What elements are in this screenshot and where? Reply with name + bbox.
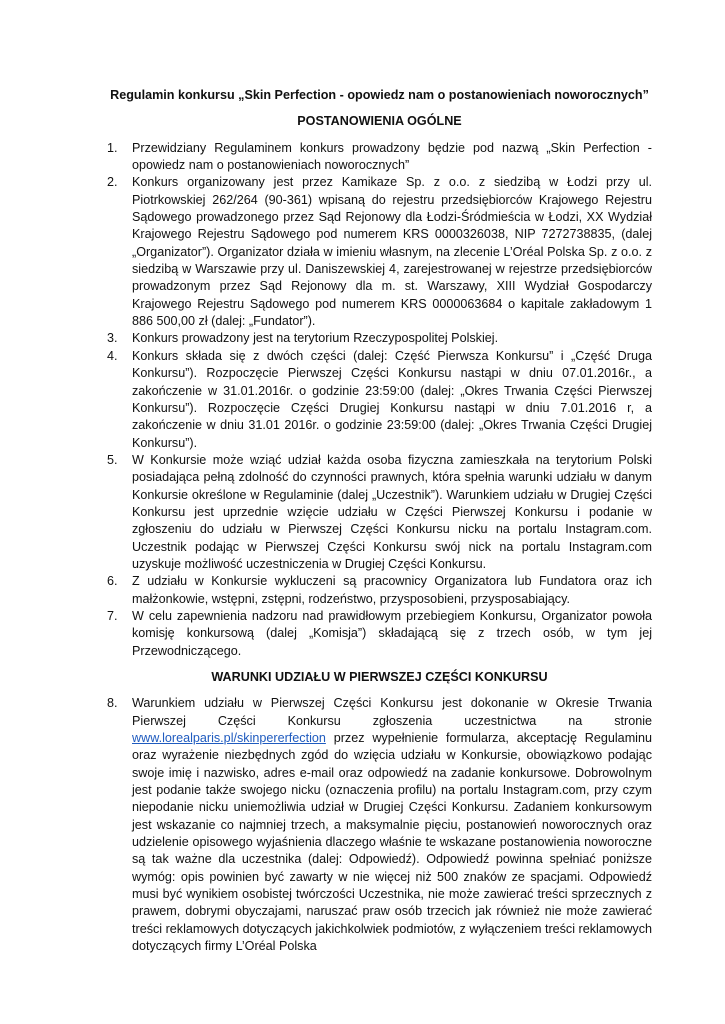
list-item xyxy=(107,140,652,175)
item-text-before: Warunkiem udziału w Pierwszej Części Konkursu jest dokonanie w Okresie Trwania Pierwszej Części Konkursu zgłoszenia uczestnictwa na stronie xyxy=(132,696,652,728)
list-item xyxy=(107,695,652,955)
item-number: 1. xyxy=(107,140,118,155)
list-item xyxy=(107,174,652,330)
item-number: 8. xyxy=(107,696,118,711)
section2-list xyxy=(107,695,652,955)
section1-list xyxy=(107,140,652,660)
list-item xyxy=(107,348,652,452)
item-number: 5. xyxy=(107,452,118,467)
item-text: W celu zapewnienia nadzoru nad prawidłowym przebiegiem Konkursu, Organizator powoła komisję konkursową (dalej „Komisja”) składającą się z trzech osób, w tym jej Przewodniczącego. xyxy=(132,608,652,658)
item-number: 4. xyxy=(107,348,118,363)
document-title: Regulamin konkursu „Skin Perfection - opowiedz nam o postanowieniach noworocznych” xyxy=(110,88,649,102)
list-item xyxy=(107,452,652,573)
item-text-after: przez wypełnienie formularza, akceptację Regulaminu oraz wyrażenie niezbędnych zgód do wzięcia udziału w Konkursie, obowiązkowo podając swoje imię i nazwisko, adres e-mail oraz odpowiedź na zadanie konkursowe. Dobrowolnym jest podanie także swojego nicku (oznaczenia profilu) na portalu Instagram.com, przy czym niepodanie nicku uniemożliwia udział w Drugiej Części Konkursu. Zadaniem konkursowym jest wskazanie co najmniej trzech, a maksymalnie pięciu, postanowień noworocznych oraz udzielenie opisowego wyjaśnienia dlaczego właśnie te wskazane postanowienia noworoczne są tak ważne dla uczestnika (dalej: Odpowiedź). Odpowiedź powinna spełniać poniższe wymóg: opis powinien być zawarty w nie więcej niż 500 znaków ze spacjami. Odpowiedź musi być wynikiem osobistej twórczości Uczestnika, nie może zawierać treści sprzecznych z prawem, dobrymi obyczajami, naruszać praw osób trzecich jak również nie może zawierać treści reklamowych dotyczących jakichkolwiek podmiotów, z wyłączeniem treści reklamowych dotyczących firmy L’Oréal Polska xyxy=(132,731,653,954)
item-text: Przewidziany Regulaminem konkurs prowadzony będzie pod nazwą „Skin Perfection - opowiedz nam o postanowieniach noworocznych” xyxy=(132,140,652,173)
item-number: 3. xyxy=(107,331,118,346)
item-number: 2. xyxy=(107,175,118,190)
section-heading-general: POSTANOWIENIA OGÓLNE xyxy=(297,114,462,129)
item-number: 6. xyxy=(107,574,118,589)
item-number: 7. xyxy=(107,608,118,623)
list-item xyxy=(107,573,652,608)
item-text: W Konkursie może wziąć udział każda osoba fizyczna zamieszkała na terytorium Polski posiadająca pełną zdolność do czynności prawnych, która spełnia warunki udziału w danym Konkursie określone w Regulaminie (dalej „Uczestnik”). Warunkiem udziału w Drugiej Części Konkursu jest uprzednie wzięcie udziału w Części Pierwszej Konkursu i podanie w zgłoszeniu do udziału w Pierwszej Części Konkursu nicku na portalu Instagram.com. Uczestnik podając w Pierwszej Części Konkursu swój nick na portalu Instagram.com uzyskuje możliwość uczestniczenia w Drugiej Części Konkursu. xyxy=(132,452,652,571)
section-heading-participation: WARUNKI UDZIAŁU W PIERWSZEJ CZĘŚCI KONKURSU xyxy=(211,670,548,684)
item-text: Konkurs organizowany jest przez Kamikaze Sp. z o.o. z siedzibą w Łodzi przy ul. Piotrkowskiej 262/264 (90-361) wpisaną do rejestru przedsiębiorców Krajowego Rejestru Sądowego prowadzonego przez Sąd Rejonowy dla Łodzi-Śródmieścia w Łodzi, XX Wydział Krajowego Rejestru Sądowego pod numerem KRS 0000326038, NIP 7272738835, (dalej „Organizator”). Organizator działa w imieniu własnym, na zlecenie L’Oréal Polska Sp. z o.o. z siedzibą w Warszawie przy ul. Daniszewskiej 4, zarejestrowanej w rejestrze przedsiębiorców prowadzonym przez Sąd Rejonowy dla m. st. Warszawy, XIII Wydział Gospodarczy Krajowego Rejestru Sądowego pod numerem KRS 0000063684 o kapitale zakładowym 1 886 500,00 zł (dalej: „Fundator”). xyxy=(132,175,652,329)
list-item xyxy=(107,608,652,660)
item-text: Z udziału w Konkursie wykluczeni są pracownicy Organizatora lub Fundatora oraz ich małżonkowie, wstępni, zstępni, rodzeństwo, przysposobieni, przysposabiający. xyxy=(132,574,652,606)
item-text: Konkurs prowadzony jest na terytorium Rzeczypospolitej Polskiej. xyxy=(132,331,499,346)
item-text: Konkurs składa się z dwóch części (dalej: Część Pierwsza Konkursu” i „Część Druga Konkursu”). Rozpoczęcie Pierwszej Części Konkursu nastąpi w dniu 07.01.2016r., a zakończenie w 31.01.2016r. o godzinie 23:59:00 (dalej: „Okres Trwania Części Pierwszej Konkursu”). Rozpoczęcie Części Drugiej Konkursu nastąpi w dniu 7.01.2016 r, a zakończenie w dniu 31.01 2016r. o godzinie 23:59:00 (dalej: „Okres Trwania Części Drugiej Konkursu”). xyxy=(132,348,652,450)
list-item xyxy=(107,330,652,347)
contest-page-link[interactable]: www.lorealparis.pl/skinpererfection xyxy=(132,731,326,746)
